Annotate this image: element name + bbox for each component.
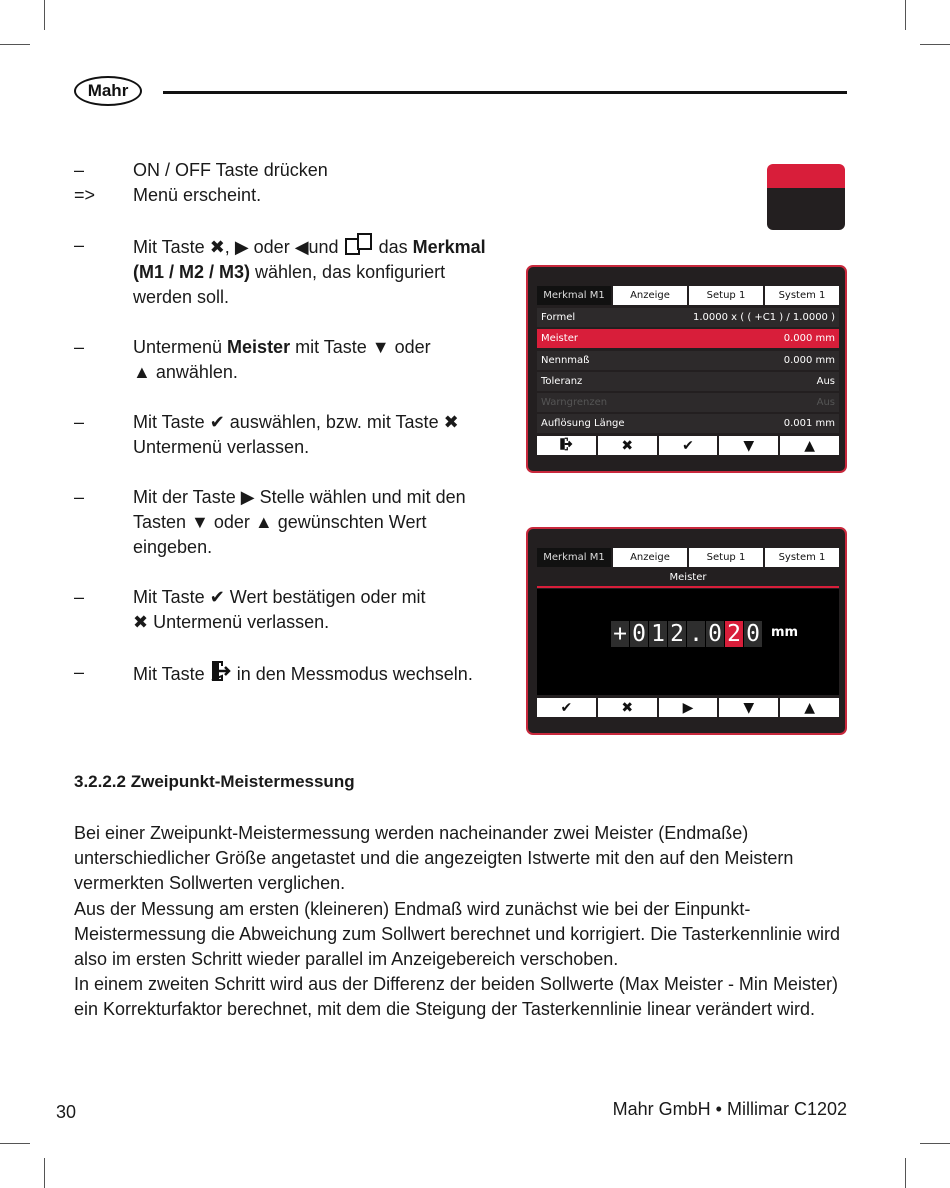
instruction-list <box>74 158 494 712</box>
step-text: Menü erscheint. <box>133 185 262 205</box>
softkey-bar <box>537 698 839 717</box>
text-run: , <box>224 237 235 257</box>
menu-list <box>537 308 839 436</box>
digit[interactable]: 0 <box>630 621 648 647</box>
crop-mark <box>0 44 30 45</box>
menu-row-value: 0.001 mm <box>783 418 835 430</box>
step-power <box>74 158 494 183</box>
softkey-down[interactable] <box>719 698 778 717</box>
step-text <box>133 233 494 310</box>
softkey-confirm[interactable] <box>537 698 596 717</box>
up-arrow-icon: ▲ <box>254 512 273 532</box>
tab-anzeige[interactable]: Anzeige <box>613 548 687 567</box>
step-text <box>133 485 494 560</box>
paragraph: Bei einer Zweipunkt-Meistermessung werden nacheinander zwei Meister (Endmaße) unterschiedlicher Größe angetastet und die angezeigten Istwerte mit den auf den Meistern vermerkten Sollwerten verglichen. <box>74 823 794 894</box>
text-run: gewünschten Wert eingeben. <box>133 512 427 557</box>
step-measure-mode <box>74 660 494 687</box>
crop-mark <box>920 1143 950 1144</box>
down-arrow-icon: ▼ <box>743 699 755 716</box>
softkey-next-digit[interactable] <box>659 698 718 717</box>
softkey-cancel[interactable] <box>598 698 657 717</box>
step-confirm-exit <box>74 410 494 460</box>
check-icon: ✔ <box>209 412 225 432</box>
softkey-cancel[interactable] <box>598 436 657 455</box>
menu-row-nennmass[interactable] <box>537 351 839 370</box>
left-arrow-icon: ◀ <box>294 237 309 257</box>
text-run: Wert bestätigen oder mit <box>224 587 426 607</box>
menu-row-formel[interactable] <box>537 308 839 327</box>
crop-mark <box>905 1158 906 1188</box>
text-run: in den Messmodus wechseln. <box>231 664 473 684</box>
text-run-bold: Meister <box>227 337 291 357</box>
text-run: oder <box>389 337 431 357</box>
check-icon: ✔ <box>682 437 694 454</box>
cross-icon: ✖ <box>133 612 149 632</box>
step-marker: – <box>74 235 85 255</box>
value-input[interactable] <box>611 621 762 647</box>
menu-row-value: 0.000 mm <box>783 333 835 345</box>
crop-mark <box>44 0 45 30</box>
menu-row-toleranz[interactable] <box>537 372 839 391</box>
step-text <box>133 660 494 687</box>
exit-icon <box>559 437 573 455</box>
tab-system[interactable]: System 1 <box>765 286 839 305</box>
digit[interactable]: 1 <box>649 621 667 647</box>
text-run: Untermenü <box>133 337 228 357</box>
right-arrow-icon: ▶ <box>682 699 694 716</box>
crop-mark <box>0 1143 30 1144</box>
header-rule <box>163 91 847 94</box>
section-body <box>74 821 854 1023</box>
tab-system[interactable]: System 1 <box>765 548 839 567</box>
section-heading: 3.2.2.2 Zweipunkt-Meistermessung <box>74 772 355 791</box>
text-run-bold: Merkmal (M1 / M2 / M3) <box>133 237 486 282</box>
text-run: anwählen. <box>150 362 238 382</box>
step-text <box>133 585 494 635</box>
check-icon: ✔ <box>560 699 573 716</box>
menu-row-value: Aus <box>816 375 835 387</box>
on-off-key <box>767 164 845 230</box>
screen-tabs <box>537 548 839 567</box>
menu-row-label: Formel <box>541 312 576 323</box>
crop-mark <box>905 0 906 30</box>
step-text: ON / OFF Taste drücken <box>133 160 328 180</box>
text-run: mit Taste <box>290 337 372 357</box>
cross-icon: ✖ <box>443 412 459 432</box>
cross-icon: ✖ <box>621 437 634 454</box>
down-arrow-icon: ▼ <box>371 337 390 357</box>
device-screen-meister <box>526 527 847 735</box>
menu-row-aufloesung[interactable] <box>537 414 839 433</box>
text-run: Mit Taste <box>133 412 210 432</box>
step-marker: => <box>74 185 96 205</box>
step-select-feature <box>74 233 494 310</box>
text-run: Mit Taste <box>133 587 210 607</box>
menu-row-label: Auflösung Länge <box>541 418 625 430</box>
text-run: und <box>308 237 344 257</box>
down-arrow-icon: ▼ <box>191 512 209 532</box>
text-run: oder <box>208 512 255 532</box>
crop-mark <box>44 1158 45 1188</box>
screen-tabs <box>537 286 839 305</box>
step-marker: – <box>74 487 85 507</box>
menu-row-label: Toleranz <box>541 375 583 387</box>
exit-icon <box>210 660 232 682</box>
device-screen-menu <box>526 265 847 473</box>
paragraph: In einem zweiten Schritt wird aus der Differenz der beiden Sollwerte (Max Meister - Min Meister) ein Korrekturfaktor berechnet, mit dem die Steigung der Tasterkennlinie linear verändert wird. <box>74 974 838 1020</box>
text-run: oder <box>248 237 295 257</box>
menu-row-label: Warngrenzen <box>541 397 608 409</box>
text-run: das <box>373 237 413 257</box>
tab-anzeige[interactable]: Anzeige <box>613 286 687 305</box>
menu-row-label: Nennmaß <box>541 354 590 366</box>
text-run: wählen, das konfiguriert werden soll. <box>133 262 446 307</box>
feature-switch-icon <box>344 233 374 255</box>
cross-icon: ✖ <box>621 699 634 716</box>
text-run: Mit Taste <box>133 237 210 257</box>
tab-merkmal[interactable]: Merkmal M1 <box>537 548 611 567</box>
check-icon: ✔ <box>209 587 225 607</box>
step-text <box>133 335 494 385</box>
softkey-confirm[interactable] <box>659 436 718 455</box>
text-run: Untermenü verlassen. <box>133 437 310 457</box>
screen-subtitle: Meister <box>537 570 839 588</box>
step-marker: – <box>74 662 85 682</box>
menu-row-value: 0.000 mm <box>783 354 835 366</box>
menu-row-warngrenzen <box>537 393 839 412</box>
step-marker: – <box>74 587 85 607</box>
softkey-exit[interactable] <box>537 436 596 455</box>
paragraph: Aus der Messung am ersten (kleineren) Endmaß wird zunächst wie bei der Einpunkt-Meistermessung die Abweichung zum Sollwert berechnet und korrigiert. Die Tasterkennlinie wird also im ersten Schritt wieder parallel im Anzeigebereich verschoben. <box>74 898 841 970</box>
text-run: Untermenü verlassen. <box>148 612 330 632</box>
value-unit: mm <box>771 625 799 640</box>
digit[interactable]: 2 <box>668 621 686 647</box>
digit[interactable]: 0 <box>744 621 762 647</box>
softkey-up[interactable] <box>780 436 839 455</box>
step-confirm-value <box>74 585 494 635</box>
menu-row-value: 1.0000 x ( ( +C1 ) / 1.0000 ) <box>692 312 835 323</box>
menu-row-value: Aus <box>816 397 835 409</box>
step-text <box>133 410 494 460</box>
digit-sign[interactable]: + <box>611 621 629 647</box>
step-submenu-meister <box>74 335 494 385</box>
up-arrow-icon: ▲ <box>133 362 151 382</box>
down-arrow-icon: ▼ <box>743 437 755 454</box>
menu-row-meister[interactable] <box>537 329 839 348</box>
on-off-key-bottom <box>767 188 845 230</box>
digit[interactable]: 0 <box>706 621 724 647</box>
softkey-up[interactable] <box>780 698 839 717</box>
step-marker: – <box>74 160 85 180</box>
up-arrow-icon: ▲ <box>804 699 815 716</box>
step-marker: – <box>74 412 85 432</box>
text-run: auswählen, bzw. mit Taste <box>224 412 444 432</box>
mahr-logo: Mahr <box>74 76 142 106</box>
text-run: Stelle wählen und mit den Tasten <box>133 487 466 532</box>
text-run: Mit Taste <box>133 664 210 684</box>
tab-setup[interactable]: Setup 1 <box>689 548 763 567</box>
right-arrow-icon: ▶ <box>234 237 249 257</box>
page-number: 30 <box>56 1102 77 1122</box>
step-enter-value <box>74 485 494 560</box>
tab-merkmal[interactable]: Merkmal M1 <box>537 286 611 305</box>
menu-row-label: Meister <box>541 333 578 345</box>
right-arrow-icon: ▶ <box>240 487 255 507</box>
step-menu <box>74 183 494 208</box>
text-run: Mit der Taste <box>133 487 241 507</box>
digit-active[interactable]: 2 <box>725 621 743 647</box>
tab-setup[interactable]: Setup 1 <box>689 286 763 305</box>
softkey-down[interactable] <box>719 436 778 455</box>
value-display <box>537 589 839 695</box>
footer-publisher: Mahr GmbH • Millimar C1202 <box>612 1099 847 1119</box>
up-arrow-icon: ▲ <box>804 437 815 454</box>
decimal-point: . <box>687 621 705 647</box>
cross-icon: ✖ <box>209 237 225 257</box>
step-marker: – <box>74 337 85 357</box>
softkey-bar <box>537 436 839 455</box>
crop-mark <box>920 44 950 45</box>
on-off-key-top <box>767 164 845 188</box>
